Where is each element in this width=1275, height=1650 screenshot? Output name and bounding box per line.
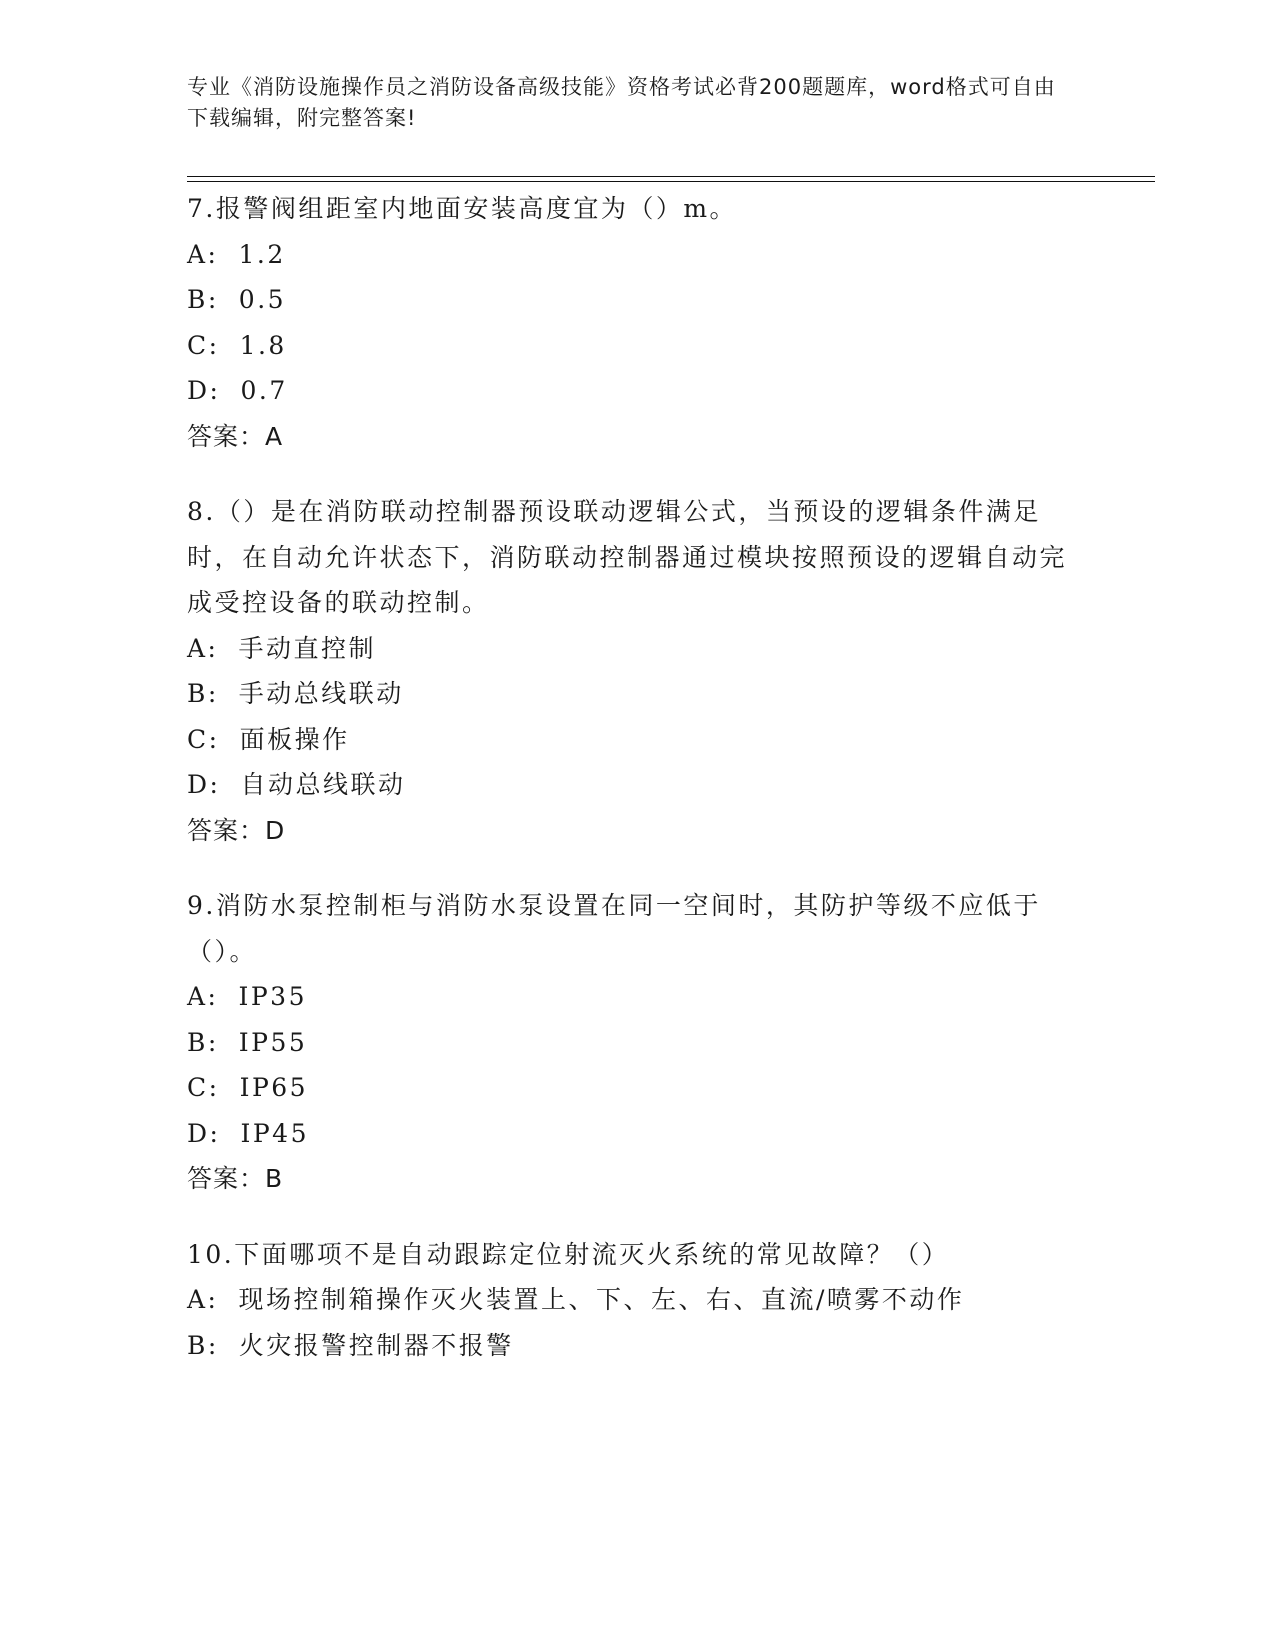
option-label: A: — [187, 633, 219, 663]
question-stem: 7.报警阀组距室内地面安装高度宜为（）m。 — [187, 194, 738, 223]
option-label: A: — [187, 982, 219, 1011]
option-d — [187, 368, 1067, 414]
option-text: IP65 — [239, 1073, 309, 1102]
question-stem: 9.消防水泵控制柜与消防水泵设置在同一空间时，其防护等级不应低于（）。 — [187, 891, 1041, 966]
option-text: 手动总线联动 — [238, 679, 404, 708]
option-text: IP35 — [238, 982, 307, 1011]
option-b — [187, 671, 1067, 717]
option-label: B: — [187, 1027, 219, 1057]
answer-line: 答案：B — [187, 1164, 284, 1193]
option-label: C: — [187, 330, 220, 360]
question-list — [187, 186, 1067, 1368]
question-9 — [187, 883, 1067, 1202]
option-label: A: — [187, 239, 219, 269]
option-text: 现场控制箱操作灭火装置上、下、左、右、直流/喷雾不动作 — [238, 1285, 965, 1314]
option-label: B: — [187, 679, 219, 708]
question-10 — [187, 1232, 1067, 1369]
option-text: 火灾报警控制器不报警 — [238, 1330, 514, 1360]
option-label: C: — [187, 724, 220, 754]
header-text: 专业《消防设施操作员之消防设备高级技能》资格考试必背200题题库，word格式可自由下载编辑，附完整答案! — [187, 75, 1056, 130]
option-b — [187, 277, 1067, 323]
header-divider-bottom — [187, 181, 1155, 182]
option-text: 0.7 — [240, 376, 288, 405]
option-text: 1.2 — [238, 239, 286, 269]
option-label: B: — [187, 1330, 219, 1360]
option-label: D: — [187, 770, 221, 799]
header-divider-top — [187, 176, 1155, 177]
option-label: B: — [187, 285, 219, 314]
option-text: IP45 — [240, 1118, 309, 1148]
option-text: 1.8 — [239, 330, 287, 360]
option-label: A: — [187, 1285, 219, 1314]
option-c — [187, 1065, 1067, 1111]
option-c — [187, 717, 1067, 763]
option-a — [187, 626, 1067, 672]
question-stem: 8.（）是在消防联动控制器预设联动逻辑公式，当预设的逻辑条件满足时，在自动允许状态下，消防联动控制器通过模块按照预设的逻辑自动完成受控设备的联动控制。 — [187, 497, 1068, 617]
option-a — [187, 1277, 1067, 1323]
answer-line: 答案：D — [187, 815, 286, 845]
option-text: 0.5 — [238, 285, 287, 314]
option-label: C: — [187, 1073, 220, 1102]
option-c — [187, 323, 1067, 369]
option-b — [187, 1020, 1067, 1066]
option-d — [187, 762, 1067, 808]
option-text: 自动总线联动 — [240, 770, 406, 799]
answer-line: 答案：A — [187, 421, 284, 451]
option-b — [187, 1323, 1067, 1369]
question-stem: 10.下面哪项不是自动跟踪定位射流灭火系统的常见故障？（） — [187, 1239, 950, 1269]
option-label: D: — [187, 1118, 221, 1148]
question-8 — [187, 489, 1067, 853]
option-label: D: — [187, 376, 221, 405]
document-header — [187, 72, 1067, 134]
question-7 — [187, 186, 1067, 459]
option-a — [187, 974, 1067, 1020]
option-text: 面板操作 — [239, 724, 350, 754]
option-text: IP55 — [238, 1027, 308, 1057]
option-a — [187, 232, 1067, 278]
option-d — [187, 1111, 1067, 1157]
option-text: 手动直控制 — [238, 633, 376, 663]
